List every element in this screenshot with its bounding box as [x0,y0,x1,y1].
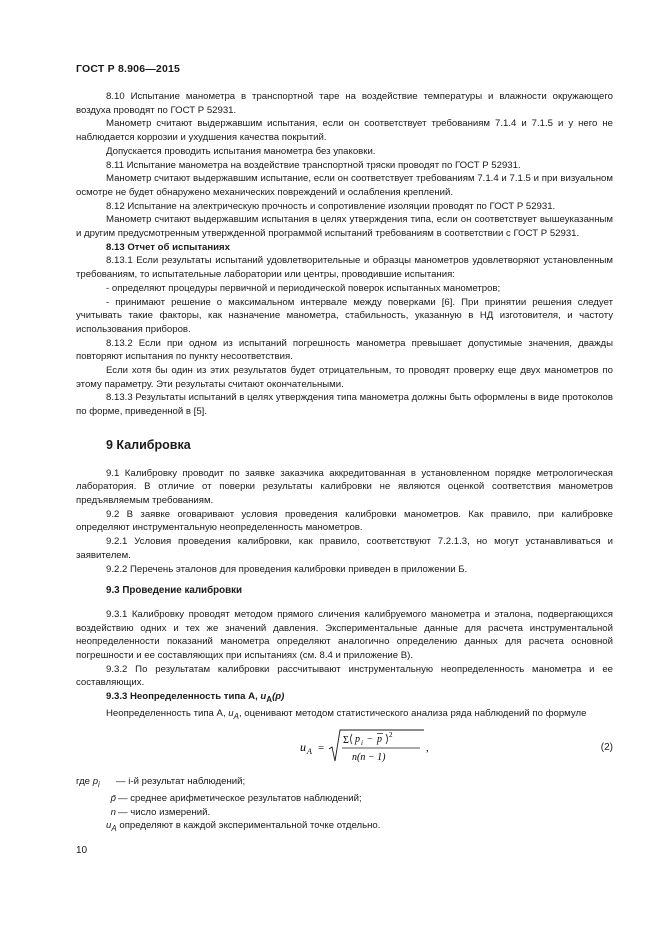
definition-text: — i-й результат наблюдений; [116,776,246,788]
para-8-12-a: Манометр считают выдержавшим испытания в целях утверждения типа, если он соответствует вышеуказанным и другим предусмотренным утвержденной программой испытаний требованиям в соответствии с ГОСТ Р 52931. [76,214,613,240]
variable-definitions [76,775,613,836]
formula-expression [296,727,486,771]
section-9-3-title: 9.3 Проведение калибровки [106,585,243,597]
definition-row [76,806,613,820]
document-body [76,90,613,836]
definition-final: $u_A$ определяют в каждой экспериментальной точке отдельно. [106,820,381,834]
para-8-10-b: Допускается проводить испытания манометра без упаковки. [106,145,376,157]
definition-text: — среднее арифметическое результатов наблюдений; [118,792,362,804]
para-9-2-2: 9.2.2 Перечень эталонов для проведения калибровки приведен в приложении Б. [106,563,468,575]
page-number: 10 [76,845,88,856]
list-item: - принимают решение о максимальном интервале между поверками [6]. При принятии решения следует учитывать такие факторы, как назначение манометра, стабильность, указанную в НД изготовителя, и частоту использования приборов. [76,296,613,335]
paren-right [386,734,388,744]
para-8-13-2: 8.13.2 Если при одном из испытаний погрешность манометра превышает допустимые значения, дважды повторяют испытания по пункту несоответствия. [76,337,613,363]
para-8-13-2-a: Если хотя бы один из этих результатов будет отрицательным, то проводят проверку еще двух манометров по этому параметру. Эти результаты считают окончательными. [76,365,613,390]
formula-denominator: n(n − 1) [352,752,386,764]
formula-i: i [361,739,363,748]
formula-pbar: p [377,734,382,746]
definition-text: — число измерений. [118,806,211,818]
definition-symbol: n [110,806,116,818]
formula-lhs: u [300,740,306,755]
paren-left [351,734,353,744]
para-8-11: 8.11 Испытание манометра на воздействие транспортной тряски проводят по ГОСТ Р 52931. [106,159,521,171]
para-8-13-1: 8.13.1 Если результаты испытаний удовлетворительные и образцы манометров удовлетворяют установленным требованиям, то испытательные лаборатории или центры, проводившие испытания: [76,255,613,281]
para-9-1: 9.1 Калибровку проводит по заявке заказчика аккредитованная в установленном порядке метрологическая лаборатория. В отличие от поверки результаты калибровки не являются оценкой соответствия манометров предъявляемым требованиям. [76,467,613,506]
equation-number: (2) [600,742,613,754]
para-9-3-1: 9.3.1 Калибровку проводят методом прямого сличения калибруемого манометра и эталона, подвергающихся воздействию одних и тех же значений давления. Экспериментальные данные для расчета инструментальной неопределенности показаний манометра определяют аналогично определению данных для расчета основной погрешности и ее составляющих при испытаниях (см. 8.4 и приложение В). [76,608,613,662]
para-9-3-3-intro: Неопределенность типа А, $u_A$, оценивают методом статистического анализа ряда наблюдений по формуле [106,707,587,721]
document-code: ГОСТ Р 8.906—2015 [76,63,181,75]
para-8-13-3: 8.13.3 Результаты испытаний в целях утверждения типа манометра должны быть оформлены в виде протоколов по форме, приведенной в [5]. [76,392,613,418]
para-8-10-a: Манометр считают выдержавшим испытания, если он соответствует требованиям 7.1.4 и 7.1.5 и у него не наблюдается коррозии и ухудшения качества покрытий. [76,118,613,144]
formula-minus: − [367,734,373,746]
para-9-2-1: 9.2.1 Условия проведения калибровки, как правило, соответствуют 7.2.1.3, но могут устанавливаться и заявителем. [76,536,613,561]
formula-equals: = [318,742,325,755]
para-8-11-a: Манометр считают выдержавшим испытание, если он соответствует требованиям 7.1.4 и 7.1.5 и при визуальном осмотре не будет обнаружено механических повреждений и ослабления креплений. [76,173,613,198]
formula-square: 2 [389,731,393,740]
definition-row [76,775,613,792]
where-label: где $p_i$ [76,776,100,790]
para-8-12: 8.12 Испытание на электрическую прочность и сопротивление изоляции проводят по ГОСТ Р 52931. [106,200,556,212]
definition-symbol: p̄ [110,792,116,804]
section-8-13-title: 8.13 Отчет об испытаниях [106,241,230,253]
definition-row [76,792,613,806]
section-9-3-3-title: 9.3.3 Неопределенность типа А, $u_A(p)$ [106,691,285,705]
list-item: - определяют процедуры первичной и периодической поверок испытанных манометров; [106,282,501,294]
para-8-10: 8.10 Испытание манометра в транспортной таре на воздействие температуры и влажности окружающего воздуха проводят по ГОСТ Р 52931. [76,91,613,116]
section-9-title: 9 Калибровка [106,437,191,452]
para-9-2: 9.2 В заявке оговаривают условия проведения калибровки манометров. Как правило, при калибровке определяют инструментальную неопределенность манометров. [76,508,613,534]
formula-tail: , [426,742,429,755]
formula-sigma: Σ [343,735,349,747]
formula-p: p [355,734,360,746]
formula-2 [76,727,613,773]
formula-lhs-sub: A [307,747,312,757]
para-9-3-2: 9.3.2 По результатам калибровки рассчитывают инструментальную неопределенность манометра и ее составляющих. [76,663,613,689]
